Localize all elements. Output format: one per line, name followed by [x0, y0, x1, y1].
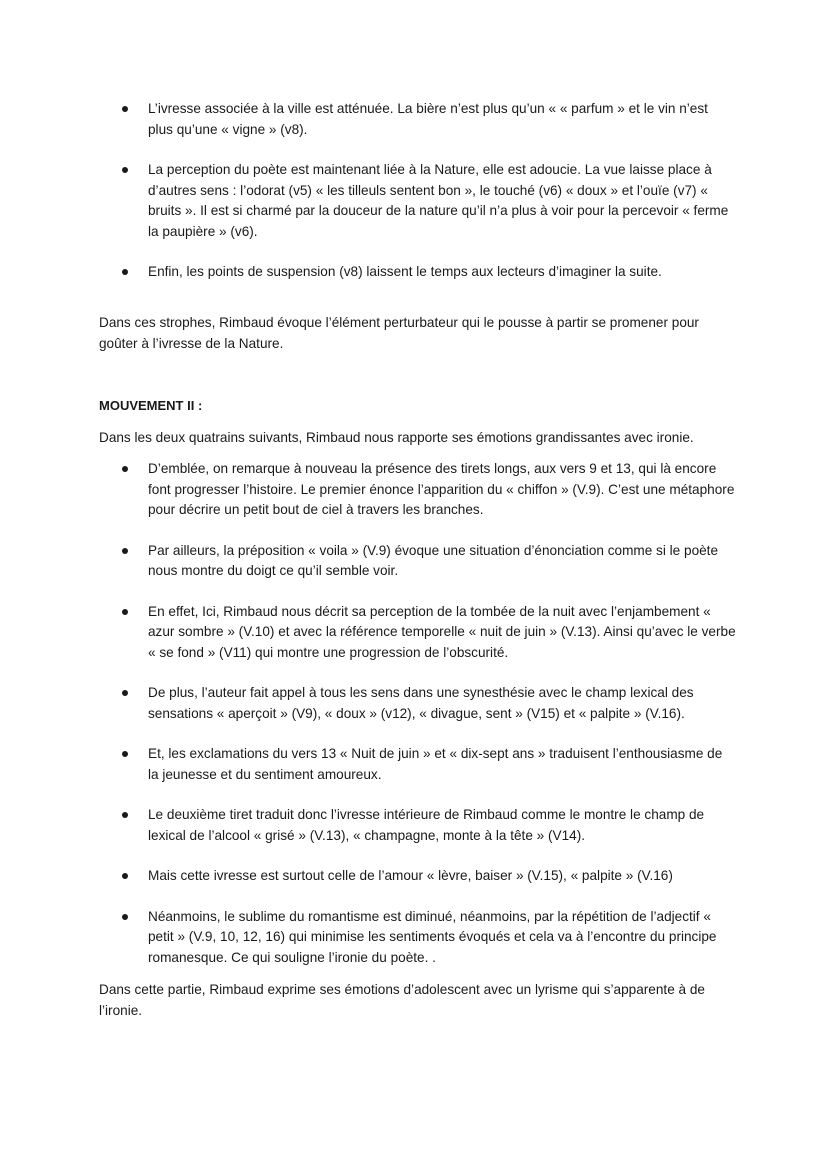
section2-conclusion: Dans cette partie, Rimbaud exprime ses émotions d’adolescent avec un lyrisme qui s’apparente à de l’ironie. — [99, 982, 705, 1018]
bullet-text: Par ailleurs, la préposition « voila » (V.9) évoque une situation d’énonciation comme si le poète nous montre du doigt ce qu’il semble voir. — [148, 542, 719, 578]
bullet-text: Mais cette ivresse est surtout celle de l’amour « lèvre, baiser » (V.15), « palpite » (V.16) — [148, 868, 673, 883]
bullet-icon — [122, 690, 128, 696]
bullet-icon — [122, 751, 128, 757]
list-item — [0, 866, 828, 887]
list-item — [0, 602, 828, 664]
bullet-icon — [122, 914, 128, 920]
bullet-text: Le deuxième tiret traduit donc l’ivresse intérieure de Rimbaud comme le montre le champ de lexical de l’alcool « grisé » (V.13), « champagne, monte à la tête » (V14). — [148, 807, 705, 843]
section2-intro: Dans les deux quatrains suivants, Rimbaud nous rapporte ses émotions grandissantes avec ironie. — [99, 430, 694, 445]
bullet-text: La perception du poète est maintenant liée à la Nature, elle est adoucie. La vue laisse place à d’autres sens : l’odorat (v5) « les tilleuls sentent bon », le touché (v6) « doux » et l’ouïe (v7) « bruits ». Il est si charmé par la douceur de la nature qu’il n’a plus à voir pour la percevoir « ferme la paupière » (v6). — [148, 162, 729, 239]
bullet-text: Enfin, les points de suspension (v8) laissent le temps aux lecteurs d’imaginer la suite. — [148, 264, 662, 279]
list-item — [0, 907, 828, 969]
list-item — [0, 160, 828, 242]
bullet-list-section1 — [0, 99, 828, 283]
list-item — [0, 99, 828, 140]
bullet-text: En effet, Ici, Rimbaud nous décrit sa perception de la tombée de la nuit avec l’enjambement « azur sombre » (V.10) et avec la référence temporelle « nuit de juin » (V.13). Ainsi qu’avec le verbe « se fond » (V11) qui montre une progression de l’obscurité. — [148, 603, 736, 660]
bullet-icon — [122, 466, 128, 472]
bullet-text: D’emblée, on remarque à nouveau la présence des tirets longs, aux vers 9 et 13, qui là encore font progresser l’histoire. Le premier énonce l’apparition du « chiffon » (V.9). C’est une métaphore pour décrire un petit bout de ciel à travers les branches. — [148, 461, 735, 517]
bullet-list-section2 — [0, 459, 828, 968]
bullet-text: De plus, l’auteur fait appel à tous les sens dans une synesthésie avec le champ lexical des sensations « aperçoit » (V9), « doux » (v12), « divague, sent » (V15) et « palpite » (V.16). — [148, 685, 694, 721]
bullet-icon — [122, 812, 128, 818]
bullet-icon — [122, 167, 128, 173]
list-item — [0, 683, 828, 724]
bullet-icon — [122, 873, 128, 879]
list-item — [0, 805, 828, 846]
list-item — [0, 744, 828, 785]
bullet-icon — [122, 548, 128, 554]
list-item — [0, 541, 828, 582]
list-item — [0, 459, 828, 521]
bullet-icon — [122, 609, 128, 615]
bullet-text: L’ivresse associée à la ville est atténuée. La bière n’est plus qu’un « « parfum » et le vin n’est plus qu’une « vigne » (v8). — [148, 101, 708, 137]
list-item — [0, 262, 828, 283]
bullet-icon — [122, 106, 128, 112]
section2-heading: MOUVEMENT II : — [99, 398, 203, 413]
section1-conclusion: Dans ces strophes, Rimbaud évoque l’élément perturbateur qui le pousse à partir se promener pour goûter à l’ivresse de la Nature. — [99, 315, 699, 351]
bullet-text: Néanmoins, le sublime du romantisme est diminué, néanmoins, par la répétition de l’adjectif « petit » (V.9, 10, 12, 16) qui minimise les sentiments évoqués et cela va à l’encontre du principe romanesque. Ce qui souligne l’ironie du poète. . — [148, 908, 717, 965]
bullet-icon — [122, 269, 128, 275]
bullet-text: Et, les exclamations du vers 13 « Nuit de juin » et « dix-sept ans » traduisent l’enthousiasme de la jeunesse et du sentiment amoureux. — [148, 746, 723, 782]
